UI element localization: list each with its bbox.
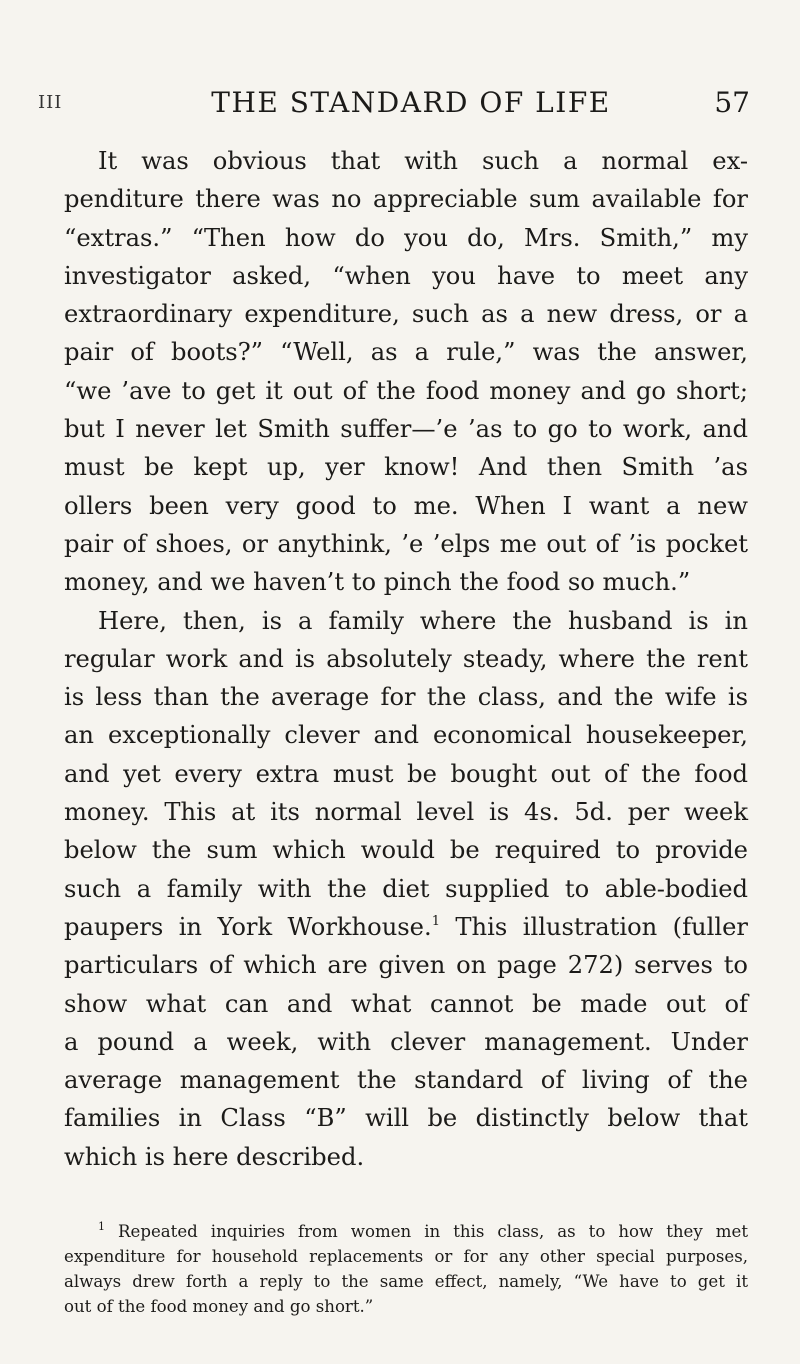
text-line: “extras.” “Then how do you do, Mrs. Smith,” my [64, 223, 748, 252]
text-line: a pound a week, with clever management. Under [64, 1027, 748, 1056]
chapter-numeral: III [38, 92, 63, 113]
text-line: money, and we haven’t to pinch the food so much.” [64, 568, 691, 597]
footnote-text: Repeated inquiries from women in this class, as to how they met [118, 1222, 748, 1241]
footnote-line [64, 1219, 748, 1244]
footnote [64, 1219, 748, 1319]
text-line: Here, then, is a family where the husband is in [98, 606, 748, 635]
text-line: show what can and what cannot be made out of [64, 989, 748, 1018]
text-line: pair of boots?” “Well, as a rule,” was the answer, [64, 338, 748, 367]
text-line: is less than the average for the class, and the wife is [64, 683, 748, 712]
text-line: pair of shoes, or anythink, ’e ’elps me out of ’is pocket [64, 529, 748, 558]
text-line: regular work and is absolutely steady, where the rent [64, 644, 748, 673]
running-header [0, 86, 800, 126]
footnote-reference[interactable]: 1 [431, 913, 440, 929]
text-line: an exceptionally clever and economical housekeeper, [64, 721, 748, 750]
text-line: It was obvious that with such a normal ex- [98, 147, 748, 175]
footnote-marker: 1 [98, 1220, 105, 1233]
footnote-line: out of the food money and go short.” [64, 1297, 374, 1316]
text-line: penditure there was no appreciable sum available for [64, 185, 748, 214]
text-line: average management the standard of living of the [64, 1066, 748, 1095]
text-line: investigator asked, “when you have to meet any [64, 261, 748, 290]
text-line: ollers been very good to me. When I want a new [64, 491, 748, 520]
text-line: such a family with the diet supplied to able-bodied [64, 874, 748, 903]
text-line: extraordinary expenditure, such as a new dress, or a [64, 300, 748, 329]
text-segment: paupers in York Workhouse. [64, 912, 432, 941]
text-segment: This illustration (fuller [439, 912, 748, 941]
footnote-line: expenditure for household replacements or for any other special purposes, [64, 1247, 748, 1266]
running-title: THE STANDARD OF LIFE [211, 86, 611, 119]
text-line-with-footnote-ref [64, 908, 748, 946]
text-line: and yet every extra must be bought out of the food [64, 759, 748, 788]
footnote-line: always drew forth a reply to the same effect, namely, “We have to get it [64, 1272, 748, 1291]
text-line: money. This at its normal level is 4s. 5d. per week [64, 798, 748, 827]
text-line: but I never let Smith suffer—’e ’as to go to work, and [64, 415, 748, 444]
text-line: which is here described. [64, 1142, 365, 1171]
text-line: below the sum which would be required to provide [64, 836, 748, 865]
page-number: 57 [714, 86, 750, 119]
body-text [64, 142, 748, 1176]
text-line: “we ’ave to get it out of the food money and go short; [64, 376, 748, 405]
text-line: families in Class “B” will be distinctly below that [64, 1104, 748, 1133]
text-line: must be kept up, yer know! And then Smith ’as [64, 453, 748, 482]
text-line: particulars of which are given on page 272) serves to [64, 951, 748, 980]
